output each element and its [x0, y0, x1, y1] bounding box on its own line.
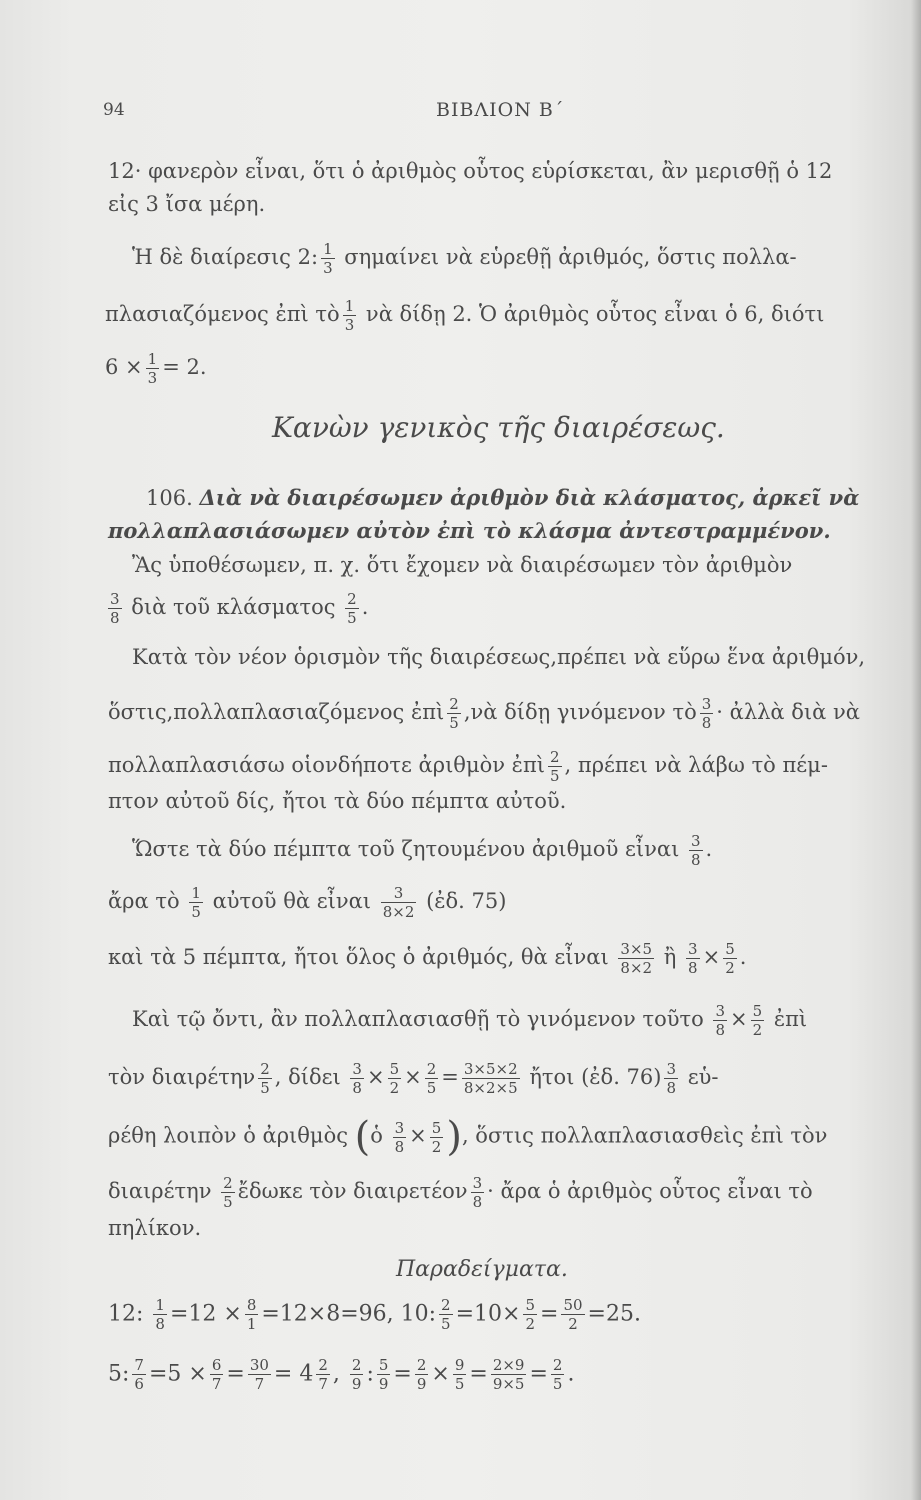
text-line: πολλαπλασιάσω οἱονδήποτε ἀριθμὸν ἐπὶ $\frac{2}{5}$ , πρέπει νὰ λάβω τὸ πέμ- — [108, 748, 828, 785]
fraction: $\frac{2}{5}$ — [426, 1060, 437, 1097]
fraction: $\frac{2}{5}$ — [441, 1296, 451, 1333]
fraction: $\frac{3}{8}$ — [352, 1060, 362, 1097]
fraction: $\frac{3}{8}$ — [394, 1118, 405, 1156]
fraction: $\frac{2}{5}$ — [347, 590, 357, 627]
fraction: $\frac{2}{9}$ — [351, 1356, 362, 1393]
text-line: Ἂς ὑποθέσωμεν, π. χ. ὅτι ἔχομεν νὰ διαιρέσωμεν τὸν ἀριθμὸν — [132, 553, 793, 577]
fraction: $\frac{1}{3}$ — [344, 297, 355, 334]
fraction: $\frac{1}{5}$ — [191, 884, 201, 921]
fraction: $\frac{2}{9}$ — [416, 1356, 427, 1393]
fraction: $\frac{30}{7}$ — [249, 1356, 269, 1393]
text-line: ὅστις,πολλαπλασιαζόμενος ἐπὶ $\frac{2}{5}$ ,νὰ δίδῃ γινόμενον τὸ $\frac{3}{8}$ · ἀλλὰ διὰ νὰ — [108, 695, 860, 732]
fraction: $\frac{3}{8}$ — [701, 695, 712, 732]
fraction: $\frac{2}{5}$ — [550, 748, 560, 785]
text-line: πλασιαζόμενος ἐπὶ τὸ $\frac{1}{3}$ νὰ δίδῃ 2. Ὁ ἀριθμὸς οὗτος εἶναι ὁ 6, διότι — [105, 297, 825, 334]
fraction: $\frac{5}{2}$ — [725, 940, 735, 977]
fraction: $\frac{3}{8\times 2}$ — [382, 884, 415, 921]
fraction: $\frac{3}{8}$ — [472, 1174, 483, 1211]
text-line: εἰς 3 ἴσα μέρη. — [108, 192, 266, 216]
text-line: πηλίκον. — [108, 1216, 202, 1240]
text-line: ρέθη λοιπὸν ὁ ἀριθμὸς (ὁ $\frac{3}{8}$ × $\frac{5}{2}$ ), ὅστις πολλαπλασιασθεὶς ἐπὶ τὸν — [108, 1114, 828, 1160]
fraction: $\frac{3}{8}$ — [688, 940, 698, 977]
fraction: $\frac{2}{5}$ — [223, 1174, 233, 1211]
fraction: $\frac{1}{3}$ — [147, 350, 158, 387]
fraction: $\frac{8}{1}$ — [246, 1296, 257, 1333]
fraction: $\frac{3\times 5}{8\times 2}$ — [620, 940, 653, 977]
fraction: $\frac{9}{5}$ — [454, 1356, 465, 1393]
fraction: $\frac{5}{9}$ — [378, 1356, 389, 1393]
example-line: 5: $\frac{7}{6}$ =5 × $\frac{6}{7}$ = $\frac{30}{7}$ = 4 $\frac{2}{7}$ , $\frac{2}{9}$ : $\frac{5}{9}$ = $\frac{2}{9}$ × $\frac{9}{5}$ = $\frac{2\times 9}{9\times 5}$ = $\frac{2}{5}$ . — [108, 1356, 575, 1393]
text-line: ἄρα τὸ $\frac{1}{5}$ αὐτοῦ θὰ εἶναι $\frac{3}{8\times 2}$ (ἐδ. 75) — [108, 884, 507, 921]
fraction: $\frac{50}{2}$ — [563, 1296, 583, 1333]
fraction: $\frac{5}{2}$ — [752, 1002, 763, 1039]
section-heading: Κανὼν γενικὸς τῆς διαιρέσεως. — [272, 411, 725, 444]
fraction: $\frac{5}{2}$ — [431, 1118, 442, 1156]
fraction: $\frac{2}{5}$ — [260, 1060, 270, 1097]
fraction: $\frac{2}{5}$ — [552, 1356, 563, 1393]
fraction: $\frac{2}{5}$ — [449, 695, 459, 732]
text-line: πτον αὐτοῦ δίς, ἤτοι τὰ δύο πέμπτα αὐτοῦ. — [108, 789, 567, 813]
text-line: 6 × $\frac{1}{3}$ = 2. — [105, 350, 207, 387]
running-title: ΒΙΒΛΙΟΝ Β΄ — [436, 99, 565, 121]
fraction: $\frac{1}{3}$ — [323, 240, 333, 277]
text-line: 12· φανερὸν εἶναι, ὅτι ὁ ἀριθμὸς οὗτος εὑρίσκεται, ἂν μερισθῇ ὁ 12 — [108, 159, 833, 183]
fraction: $\frac{3}{8}$ — [666, 1060, 677, 1097]
text-line: Ἡ δὲ διαίρεσις 2: $\frac{1}{3}$ σημαίνει νὰ εὑρεθῇ ἀριθμός, ὅστις πολλα- — [132, 240, 797, 277]
example-line: 12: $\frac{1}{8}$ =12 × $\frac{8}{1}$ =12×8=96, 10: $\frac{2}{5}$ =10× $\frac{5}{2}$ = $\frac{50}{2}$ =25. — [108, 1296, 641, 1333]
fraction: $\frac{3\times 5\times 2}{8\times 2\times 5}$ — [463, 1060, 518, 1097]
text-line: διαιρέτην $\frac{2}{5}$ ἔδωκε τὸν διαιρετέον $\frac{3}{8}$ · ἄρα ὁ ἀριθμὸς οὗτος εἶναι τὸ — [108, 1174, 813, 1211]
examples-title: Παραδείγματα. — [396, 1257, 568, 1282]
text-line: Ὥστε τὰ δύο πέμπτα τοῦ ζητουμένου ἀριθμοῦ εἶναι $\frac{3}{8}$ . — [132, 832, 713, 869]
text-line: καὶ τὰ 5 πέμπτα, ἤτοι ὅλος ὁ ἀριθμός, θὰ εἶναι $\frac{3\times 5}{8\times 2}$ ἢ $\frac{3}{8}$ × $\frac{5}{2}$ . — [108, 940, 747, 977]
fraction: $\frac{2}{7}$ — [318, 1356, 328, 1393]
fraction: $\frac{7}{6}$ — [134, 1356, 144, 1393]
fraction: $\frac{3}{8}$ — [691, 832, 701, 869]
text-line: Καὶ τῷ ὄντι, ἂν πολλαπλασιασθῇ τὸ γινόμενον τοῦτο $\frac{3}{8}$ × $\frac{5}{2}$ ἐπὶ — [132, 1002, 808, 1039]
fraction: $\frac{2\times 9}{9\times 5}$ — [492, 1356, 525, 1393]
text-line: $\frac{3}{8}$ διὰ τοῦ κλάσματος $\frac{2}{5}$ . — [110, 590, 369, 627]
text-line: Κατὰ τὸν νέον ὁρισμὸν τῆς διαιρέσεως,πρέπει νὰ εὕρω ἕνα ἀριθμόν, — [132, 645, 866, 669]
fraction: $\frac{1}{8}$ — [155, 1296, 165, 1333]
fraction: $\frac{5}{2}$ — [525, 1296, 536, 1333]
rule-line: 106. Διὰ νὰ διαιρέσωμεν ἀριθμὸν διὰ κλάσματος, ἀρκεῖ νὰ — [146, 485, 860, 510]
fraction: $\frac{3}{8}$ — [715, 1002, 725, 1039]
rule-line: πολλαπλασιάσωμεν αὐτὸν ἐπὶ τὸ κλάσμα ἀντεστραμμένον. — [108, 518, 831, 543]
fraction: $\frac{5}{2}$ — [389, 1060, 400, 1097]
fraction: $\frac{3}{8}$ — [110, 590, 120, 627]
page-number: 94 — [103, 100, 125, 120]
text-line: τὸν διαιρέτην $\frac{2}{5}$ , δίδει $\frac{3}{8}$ × $\frac{5}{2}$ × $\frac{2}{5}$ = $\frac{3\times 5\times 2}{8\times 2\times 5}$ ἤτοι (ἐδ. 76) $\frac{3}{8}$ εὑ- — [108, 1060, 719, 1097]
fraction: $\frac{6}{7}$ — [211, 1356, 222, 1393]
